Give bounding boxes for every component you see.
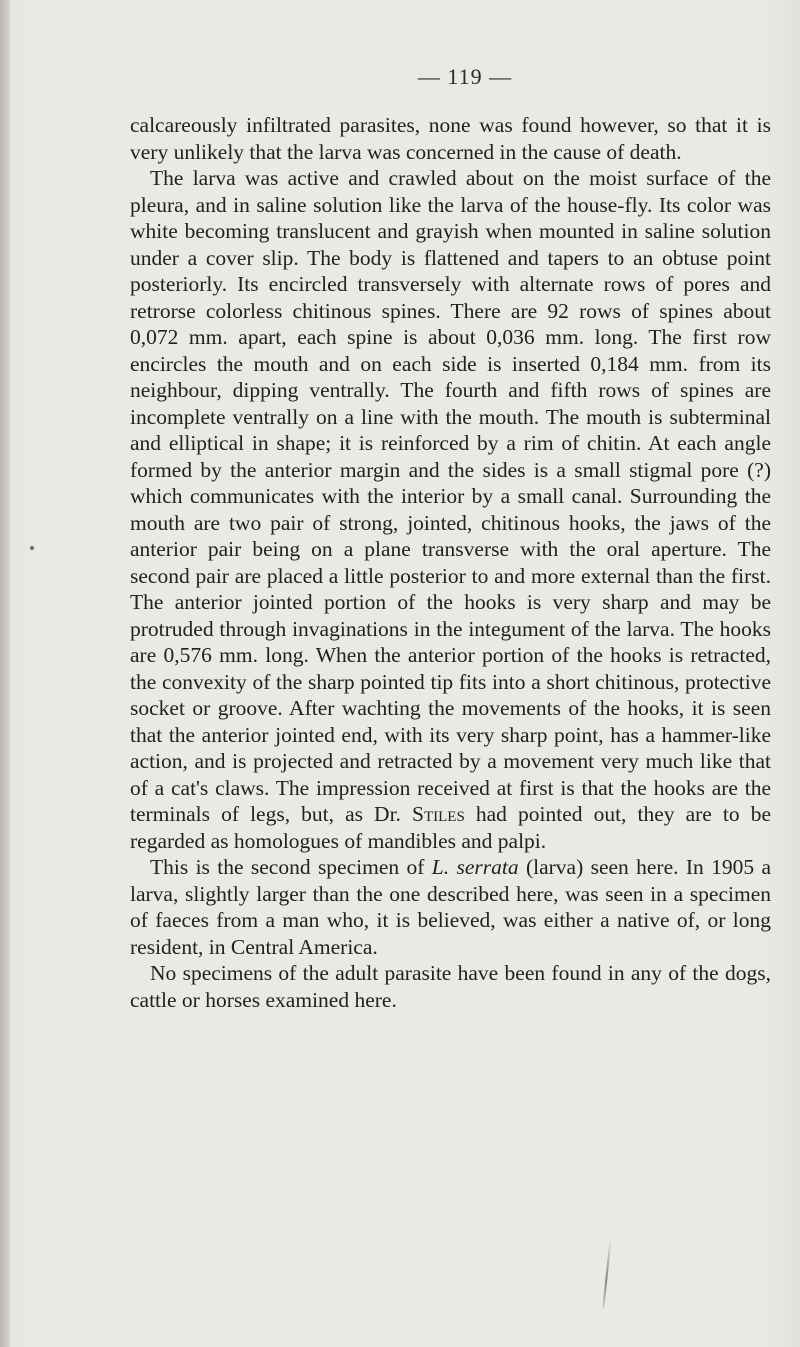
species-name: L. serrata (431, 855, 519, 879)
margin-speck (30, 546, 34, 550)
page-binding-edge (0, 0, 10, 1347)
paragraph-2 (130, 165, 771, 854)
paragraph-2-tail: had pointed out, they are to be regarded as homologues of mandibles and palpi. (130, 802, 771, 853)
paragraph-2-text: The larva was active and crawled about on the moist surface of the pleura, and in saline solution like the larva of the house-fly. Its color was white becoming translucent and grayish when mounted in saline solution under a cover slip. The body is flattened and tapers to an obtuse point posteriorly. Its encircled transversely with alternate rows of pores and retrorse colorless chitinous spines. There are 92 rows of spines about 0,072 mm. apart, each spine is about 0,036 mm. long. The first row encircles the mouth and on each side is inserted 0,184 mm. from its neighbour, dipping ventrally. The fourth and fifth rows of spines are incomplete ventrally on a line with the mouth. The mouth is subterminal and elliptical in shape; it is reinforced by a rim of chitin. At each angle formed by the anterior margin and the sides is a small stigmal pore (?) which communicates with the interior by a small canal. Surrounding the mouth are two pair of strong, jointed, chitinous hooks, the jaws of the anterior pair being on a plane transverse with the oral aperture. The second pair are placed a little posterior to and more external than the first. The anterior jointed portion of the hooks is very sharp and may be protruded through invaginations in the integument of the larva. The hooks are 0,576 mm. long. When the anterior portion of the hooks is retracted, the convexity of the sharp pointed tip fits into a short chitinous, protective socket or groove. After wachting the movements of the hooks, it is seen that the anterior jointed end, with its very sharp point, has a hammer-like action, and is projected and retracted by a movement very much like that of a cat's claws. The impression received at first is that the hooks are the terminals of legs, but, as Dr. (130, 166, 771, 826)
page-number: — 119 — (417, 64, 513, 89)
author-name-stiles: Stiles (412, 802, 465, 826)
paragraph-1: calcareously infiltrated parasites, none was found however, so that it is very unlikely that the larva was concerned in the cause of death. (130, 113, 771, 164)
paragraph-3 (130, 854, 771, 960)
paragraph-4: No specimens of the adult parasite have been found in any of the dogs, cattle or horses examined here. (130, 961, 771, 1012)
paragraph-3-tail: (larva) seen here. In 1905 a larva, slightly larger than the one described here, was seen in a specimen of faeces from a man who, it is believed, was either a native of, or long resident, in Central America. (130, 855, 772, 959)
pencil-stroke (602, 1238, 611, 1308)
paragraph-3-text: This is the second specimen of (150, 855, 425, 879)
body-text (130, 112, 771, 1013)
